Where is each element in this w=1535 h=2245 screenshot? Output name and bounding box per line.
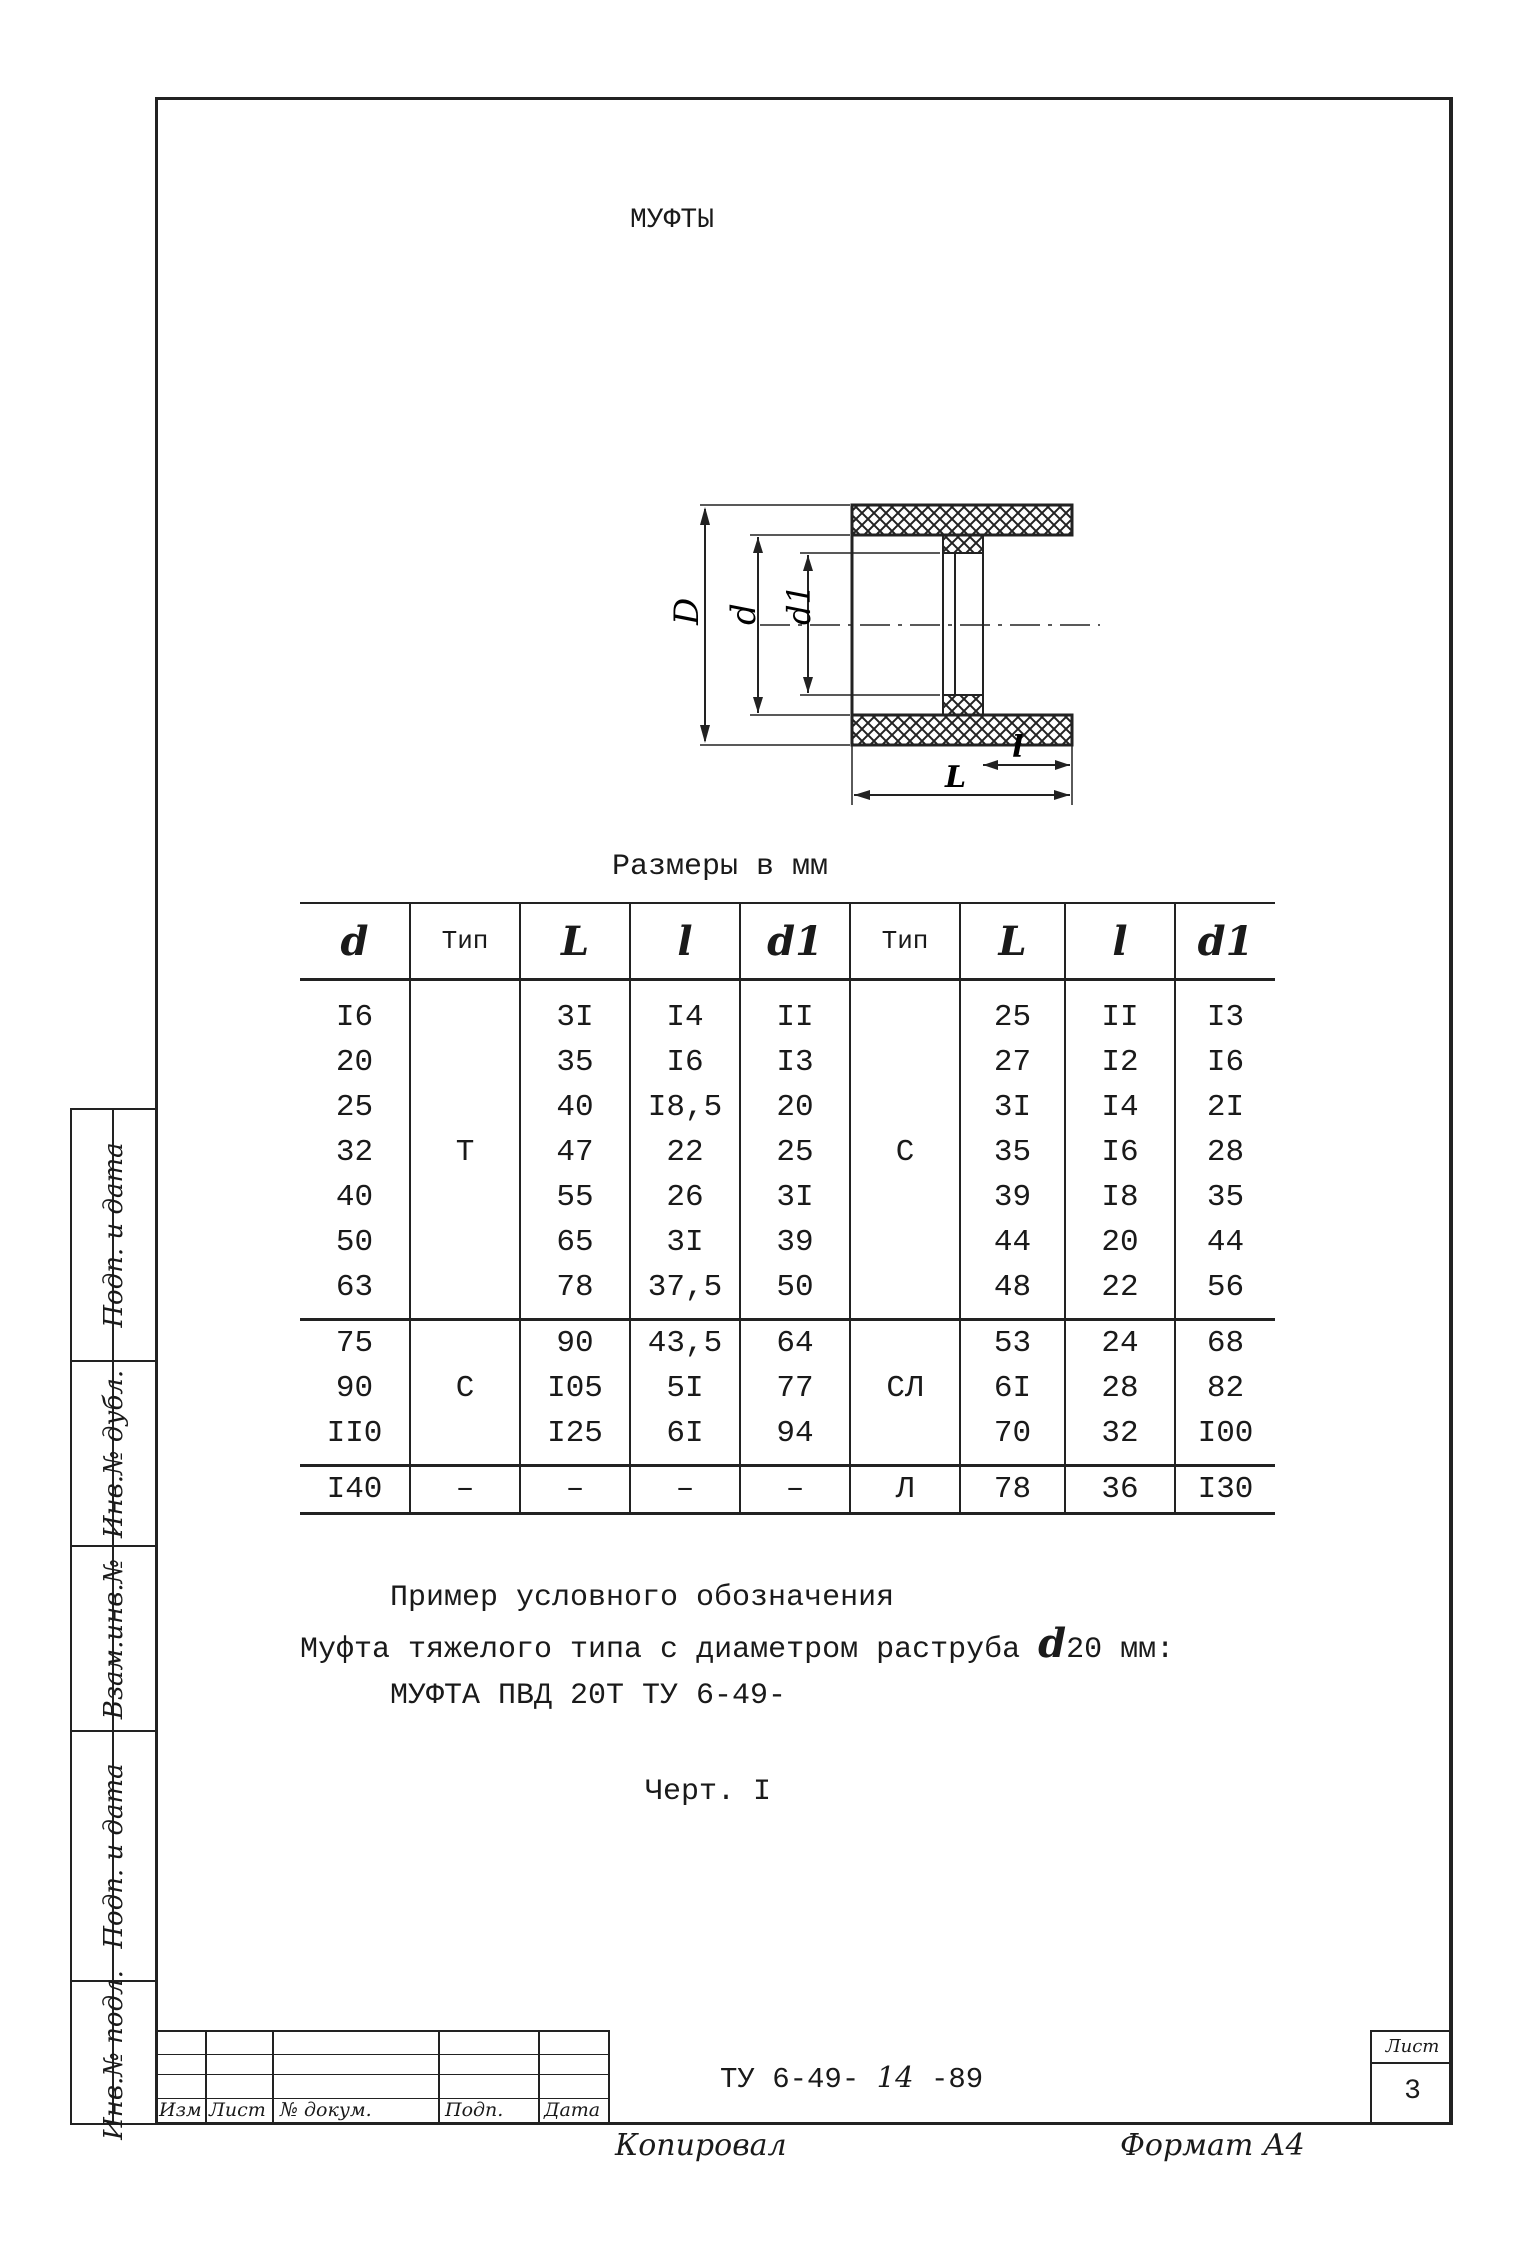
table-cell [410,980,520,1041]
dim-L-label: L [945,760,967,795]
col-header: d1 [740,903,850,980]
copied-by: Копировал [615,2128,787,2163]
table-cell: 90 [335,1371,374,1406]
table-cell: 47 [520,1130,630,1175]
document-code [720,2060,983,2096]
table-row [300,1320,1275,1367]
table-cell: 3I [740,1175,850,1220]
side-margin-strip [70,1108,155,2140]
table-cell: 24 [1065,1320,1175,1367]
table-row [300,1130,1275,1175]
table-cell: 56 [1175,1265,1275,1320]
side-label: Подп. и дата [98,1142,129,1328]
table-cell: I6 [630,1040,740,1085]
dim-l-label: l [1012,730,1024,765]
table-cell: 77 [740,1366,850,1411]
table-cell: 5I [630,1366,740,1411]
table-cell: 90 [520,1320,630,1367]
table-cell: 37,5 [630,1265,740,1320]
table-row [300,1085,1275,1130]
table-cell: 63 [300,1265,410,1320]
figure-label: Черт. I [645,1775,772,1809]
sheet-box [1370,2030,1453,2125]
table-cell: 55 [520,1175,630,1220]
table-row [300,1265,1275,1320]
table-cell: 3I [520,980,630,1041]
col-header: Тип [410,903,520,980]
table-cell: С [410,1366,520,1411]
table-cell: – [740,1466,850,1514]
stamp-header: № докум. [280,2099,372,2121]
table-cell: – [410,1466,520,1514]
table-cell: 27 [960,1040,1065,1085]
table-cell [850,1175,960,1220]
stamp-header: Подп. [445,2099,504,2121]
sheet-number: 3 [1404,2076,1421,2107]
doc-code-suffix: -89 [930,2063,984,2096]
table-cell: 50 [335,1225,374,1260]
stamp-header: Изм [159,2099,202,2121]
designation-example [300,1575,1174,1719]
diameter-symbol: d [1038,1620,1067,1667]
sheet-label: Лист [1372,2032,1453,2064]
table-row [300,1220,1275,1265]
table-cell [410,1220,520,1265]
table-cell: СЛ [850,1366,960,1411]
coupling-drawing [640,495,1120,830]
table-cell: II [740,980,850,1041]
col-header: Тип [850,903,960,980]
table-cell: 78 [960,1466,1065,1514]
table-cell [850,1040,960,1085]
page-title: МУФТЫ [630,205,715,236]
table-cell: I3 [1175,980,1275,1041]
table-cell: I25 [520,1411,630,1466]
table-cell: Т [410,1130,520,1175]
table-cell: I6 [1175,1040,1275,1085]
col-header: L [960,903,1065,980]
col-header: l [1065,903,1175,980]
table-cell: 39 [960,1175,1065,1220]
side-label: Взам.инв.№ [98,1558,129,1719]
dim-d-label: d [724,603,764,625]
table-cell: 22 [630,1130,740,1175]
table-cell: 43,5 [630,1320,740,1367]
table-cell: I2 [1065,1040,1175,1085]
side-label: Подп. и дата [98,1763,129,1949]
table-cell: 6I [630,1411,740,1466]
table-cell: II0 [300,1411,410,1466]
table-cell [850,1265,960,1320]
table-cell [850,1085,960,1130]
table-cell: I4 [1065,1085,1175,1130]
dim-D-label: D [667,597,707,625]
example-description [300,1621,1174,1673]
table-cell: I8 [1065,1175,1175,1220]
table-cell: I00 [1175,1411,1275,1466]
table-cell: 65 [520,1220,630,1265]
table-cell: 35 [520,1040,630,1085]
table-cell: 3I [630,1220,740,1265]
table-cell: I30 [1175,1466,1275,1514]
format-label: Формат А4 [1120,2128,1305,2163]
table-cell: 48 [960,1265,1065,1320]
table-cell: I6 [1065,1130,1175,1175]
table-row [300,1040,1275,1085]
table-cell: Л [850,1466,960,1514]
table-cell: 44 [1175,1220,1275,1265]
table-cell: 64 [740,1320,850,1367]
col-header: d [300,903,410,980]
table-cell: 22 [1065,1265,1175,1320]
table-cell: I05 [520,1366,630,1411]
table-cell: 44 [960,1220,1065,1265]
table-cell: 70 [960,1411,1065,1466]
table-cell: 25 [740,1130,850,1175]
table-cell: 39 [740,1220,850,1265]
table-cell: 28 [1065,1366,1175,1411]
table-row [300,1411,1275,1466]
table-cell: 50 [740,1265,850,1320]
table-cell [850,1220,960,1265]
table-cell: 2I [1175,1085,1275,1130]
table-cell: 35 [960,1130,1065,1175]
table-cell: 26 [630,1175,740,1220]
example-text: Муфта тяжелого типа с диаметром раструба [300,1633,1021,1667]
dimensions-caption: Размеры в мм [612,850,829,884]
table-cell: 6I [960,1366,1065,1411]
table-cell: 25 [960,980,1065,1041]
table-cell [410,1320,520,1367]
doc-code-prefix: ТУ 6-49- [720,2063,860,2096]
table-cell [850,1411,960,1466]
table-cell: 36 [1065,1466,1175,1514]
table-row [300,980,1275,1041]
stamp-header: Дата [544,2099,601,2121]
table-cell: 32 [1065,1411,1175,1466]
table-cell: I6 [335,1000,374,1035]
stamp-header: Лист [209,2099,266,2121]
table-cell: 3I [960,1085,1065,1130]
table-cell: 40 [520,1085,630,1130]
table-cell: I4 [630,980,740,1041]
table-cell: – [520,1466,630,1514]
table-cell [850,1320,960,1367]
table-cell: – [630,1466,740,1514]
table-cell: 25 [335,1090,374,1125]
table-cell: 68 [1175,1320,1275,1367]
table-cell: 94 [740,1411,850,1466]
table-cell: 20 [1065,1220,1175,1265]
table-header-row [300,903,1275,980]
dim-d1-label: d1 [780,584,818,625]
example-text: 20 мм: [1066,1633,1175,1667]
table-cell: 53 [960,1320,1065,1367]
table-cell [410,1085,520,1130]
doc-code-number: 14 [876,2060,914,2094]
col-header: L [520,903,630,980]
table-cell [410,1411,520,1466]
col-header: d1 [1175,903,1275,980]
side-label: Инв.№ дубл. [98,1369,129,1538]
example-heading: Пример условного обозначения [390,1581,895,1615]
table-cell: I40 [300,1466,410,1514]
table-cell [410,1175,520,1220]
table-cell: 75 [335,1326,374,1361]
dimensions-table [300,902,1275,1515]
table-cell [410,1265,520,1320]
table-cell [410,1040,520,1085]
table-row [300,1175,1275,1220]
table-row [300,1466,1275,1514]
example-designation: МУФТА ПВД 20Т ТУ 6-49- [390,1679,787,1713]
table-cell: 20 [335,1045,374,1080]
table-cell: 32 [335,1135,374,1170]
table-cell: С [850,1130,960,1175]
side-label: Инв.№ подл. [98,1969,129,2140]
table-cell: 20 [740,1085,850,1130]
table-cell: I8,5 [630,1085,740,1130]
table-cell: 78 [520,1265,630,1320]
table-cell: 82 [1175,1366,1275,1411]
table-cell: II [1065,980,1175,1041]
table-cell: 40 [335,1180,374,1215]
table-cell [850,980,960,1041]
table-cell: 28 [1175,1130,1275,1175]
table-cell: 35 [1175,1175,1275,1220]
col-header: l [630,903,740,980]
table-row [300,1366,1275,1411]
table-cell: I3 [740,1040,850,1085]
